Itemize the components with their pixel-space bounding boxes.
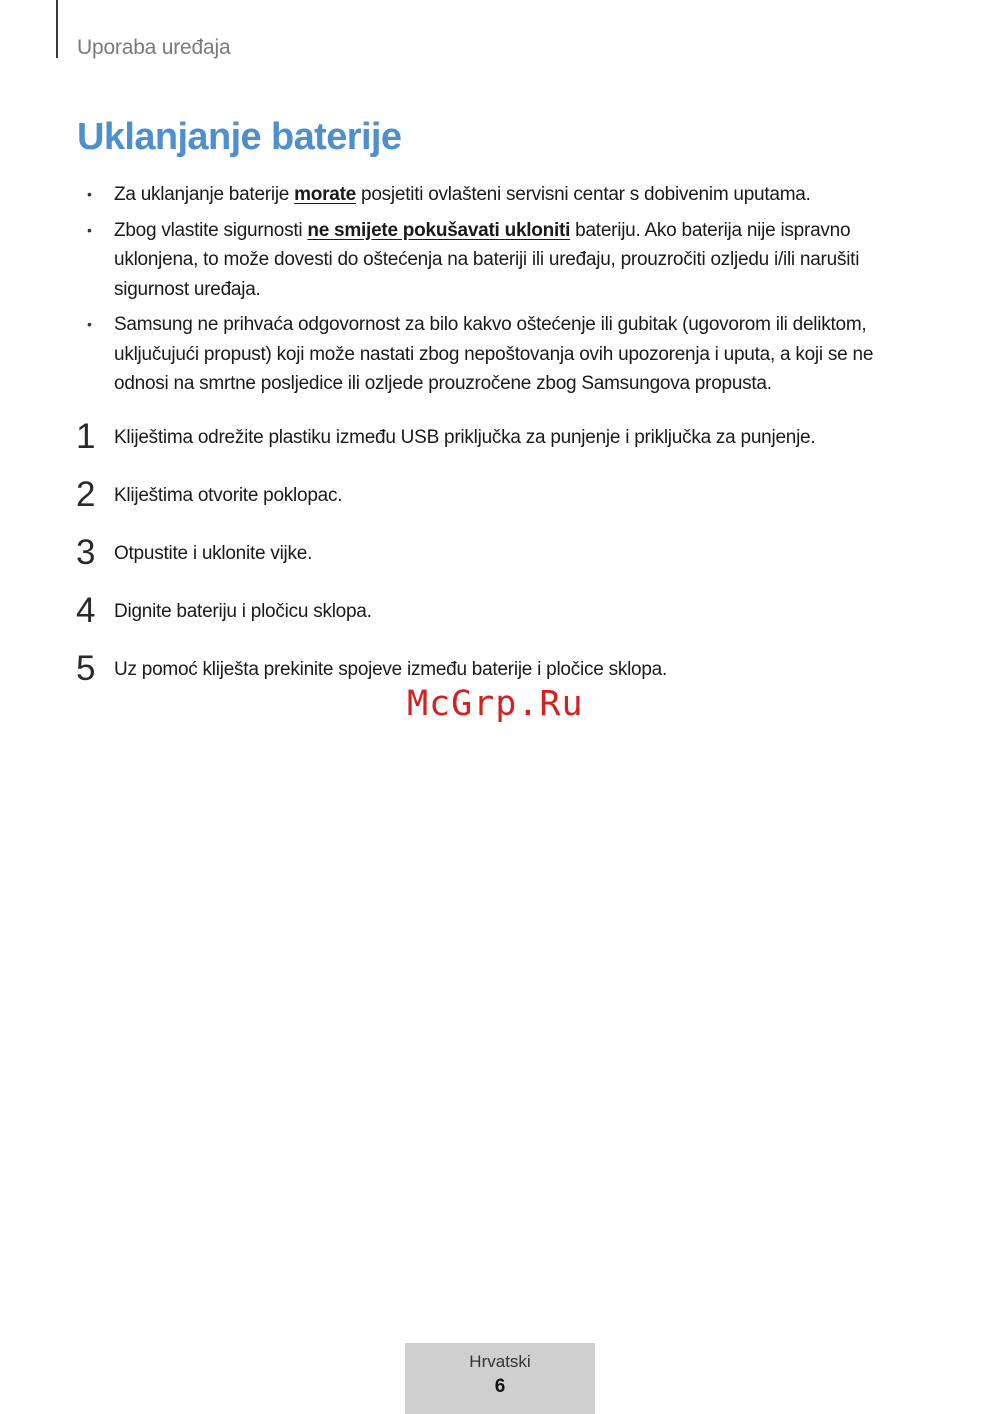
step-item [76,531,936,589]
step-number: 4 [76,591,96,630]
list-item [84,216,924,305]
step-item [76,473,936,531]
step-number: 3 [76,533,96,572]
warning-list [84,180,924,405]
step-item [76,589,936,647]
page-footer [405,1343,595,1414]
step-number: 5 [76,649,96,688]
bullet-text: posjetiti ovlašteni servisni centar s dobivenim uputama. [356,184,811,205]
bullet-icon: • [87,316,92,332]
bullet-text: Za uklanjanje baterije [114,184,295,205]
step-text: Otpustite i uklonite vijke. [114,543,313,564]
step-item [76,415,936,473]
bullet-text: Zbog vlastite sigurnosti [114,219,308,241]
step-number: 1 [76,417,96,456]
list-item [84,180,924,210]
bullet-icon: • [87,221,92,238]
bullet-text: bateriju. Ako baterija nije ispravno uklonjena, to može dovesti do oštećenja na bateriji ili uređaju, prouzročiti ozljedu i/ili narušiti sigurnost uređaja. [114,219,860,300]
bullet-text: Samsung ne prihvaća odgovornost za bilo kakvo oštećenje ili gubitak (ugovorom ili deliktom, uključujući propust) koji može nastati zbog nepoštovanja ovih upozorenja i uputa, a koji se ne odnosi na smrtne posljedice ili ozljede prouzročene zbog Samsungova propusta. [114,314,874,394]
emphasis-text: ne smijete pokušavati ukloniti [307,219,571,241]
step-list [76,415,936,705]
page-number: 6 [494,1376,506,1397]
section-header: Uporaba uređaja [77,36,231,59]
emphasis-text: morate [294,184,356,205]
bullet-icon: • [87,186,92,202]
list-item [84,310,924,399]
step-text: Uz pomoć kliješta prekinite spojeve između baterije i pločice sklopa. [114,659,668,680]
watermark: McGrp.Ru [407,684,584,724]
page-title: Uklanjanje baterije [77,116,402,158]
header-rule [56,0,58,58]
step-number: 2 [76,475,96,514]
step-text: Dignite bateriju i pločicu sklopa. [114,601,372,622]
step-text: Kliještima otvorite poklopac. [114,485,343,506]
step-text: Kliještima odrežite plastiku između USB priključka za punjenje i priključka za punjenje. [114,427,816,448]
footer-language: Hrvatski [469,1352,531,1371]
